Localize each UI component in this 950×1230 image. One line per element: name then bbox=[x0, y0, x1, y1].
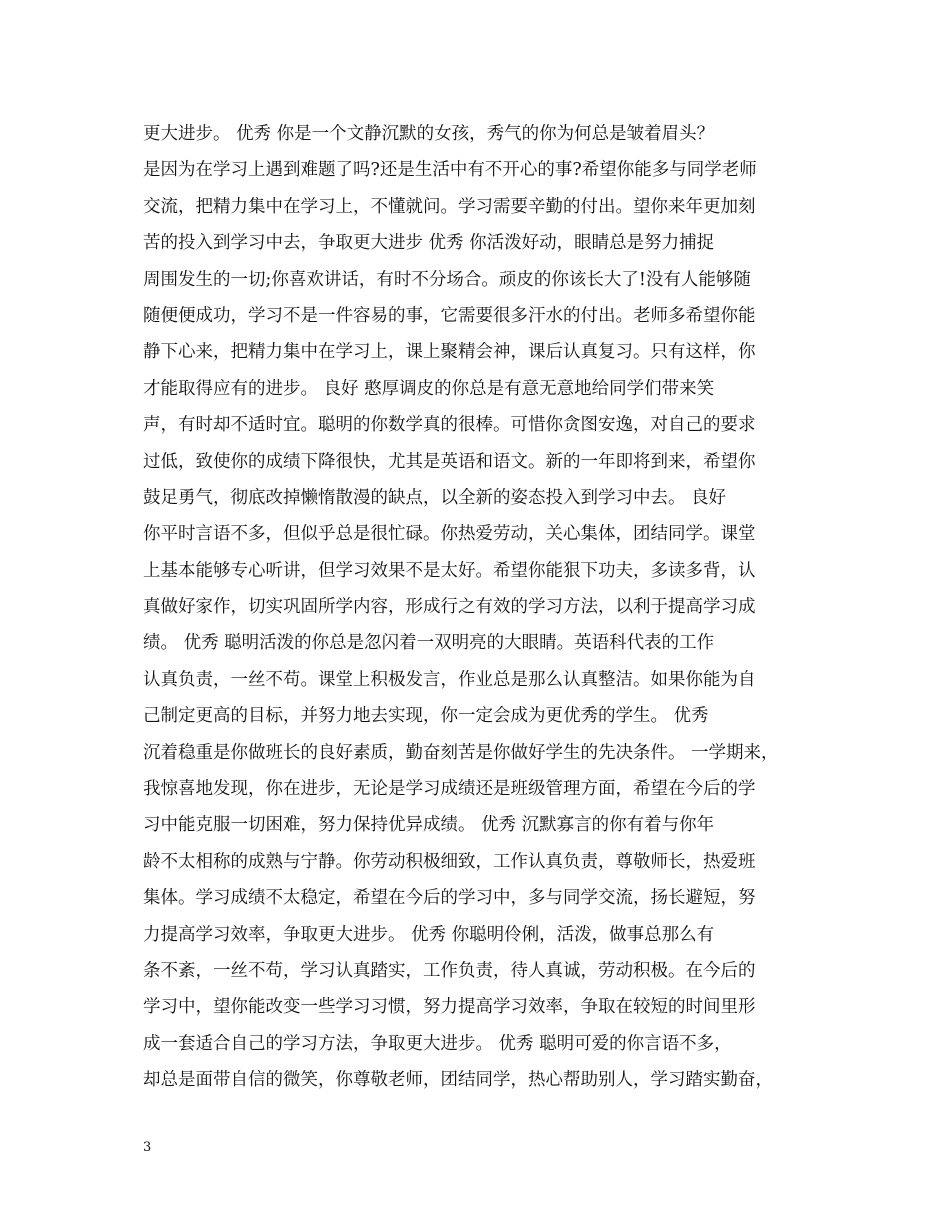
text-line: 周围发生的一切;你喜欢讲话，有时不分场合。顽皮的你该长大了!没有人能够随 bbox=[143, 269, 751, 290]
text-line: 是因为在学习上遇到难题了吗?还是生活中有不开心的事?希望你能多与同学老师 bbox=[143, 160, 757, 181]
text-line: 过低，致使你的成绩下降很快，尤其是英语和语文。新的一年即将到来，希望你 bbox=[143, 451, 756, 472]
text-line: 真做好家作，切实巩固所学内容，形成行之有效的学习方法，以利于提高学习成 bbox=[143, 597, 756, 618]
text-line: 随便便成功，学习不是一件容易的事，它需要很多汗水的付出。老师多希望你能 bbox=[143, 305, 756, 326]
text-line: 声，有时却不适时宜。聪明的你数学真的很棒。可惜你贪图安逸，对自己的要求 bbox=[143, 415, 756, 436]
text-line: 苦的投入到学习中去，争取更大进步 优秀 你活泼好动，眼睛总是努力捕捉 bbox=[143, 233, 715, 254]
text-line: 却总是面带自信的微笑，你尊敬老师，团结同学，热心帮助别人，学习踏实勤奋， bbox=[143, 1070, 773, 1091]
text-line: 上基本能够专心听讲，但学习效果不是太好。希望你能狠下功夫，多读多背，认 bbox=[143, 560, 756, 581]
text-line: 交流，把精力集中在学习上，不懂就问。学习需要辛勤的付出。望你来年更加刻 bbox=[143, 196, 756, 217]
text-line: 力提高学习效率，争取更大进步。 优秀 你聪明伶俐，活泼，做事总那么有 bbox=[143, 924, 715, 945]
text-line: 绩。 优秀 聪明活泼的你总是忽闪着一双明亮的大眼睛。英语科代表的工作 bbox=[143, 633, 715, 654]
text-line: 龄不太相称的成熟与宁静。你劳动积极细致，工作认真负责，尊敬师长，热爱班 bbox=[143, 851, 756, 872]
text-line: 更大进步。 优秀 你是一个文静沉默的女孩，秀气的你为何总是皱着眉头？ bbox=[143, 124, 715, 144]
text-line: 成一套适合自己的学习方法，争取更大进步。 优秀 聪明可爱的你言语不多， bbox=[143, 1033, 732, 1054]
text-line: 己制定更高的目标，并努力地去实现，你一定会成为更优秀的学生。 优秀 bbox=[143, 706, 709, 727]
text-line: 学习中，望你能改变一些学习习惯，努力提高学习效率，争取在较短的时间里形 bbox=[143, 997, 756, 1018]
text-line: 认真负责，一丝不苟。课堂上积极发言，作业总是那么认真整洁。如果你能为自 bbox=[143, 669, 756, 690]
page-number: 3 bbox=[143, 1140, 152, 1155]
text-line: 我惊喜地发现，你在进步，无论是学习成绩还是班级管理方面，希望在今后的学 bbox=[143, 779, 756, 800]
text-line: 鼓足勇气，彻底改掉懒惰散漫的缺点，以全新的姿态投入到学习中去。 良好 bbox=[143, 487, 727, 508]
text-line: 集体。学习成绩不太稳定，希望在今后的学习中，多与同学交流，扬长避短，努 bbox=[143, 888, 756, 909]
text-line: 你平时言语不多，但似乎总是很忙碌。你热爱劳动，关心集体，团结同学。课堂 bbox=[143, 524, 756, 545]
text-line: 条不紊，一丝不苟，学习认真踏实，工作负责，待人真诚，劳动积极。在今后的 bbox=[143, 960, 756, 981]
text-line: 静下心来，把精力集中在学习上，课上聚精会神，课后认真复习。只有这样，你 bbox=[143, 342, 756, 363]
text-line: 才能取得应有的进步。 良好 憨厚调皮的你总是有意无意地给同学们带来笑 bbox=[143, 378, 715, 399]
text-line: 沉着稳重是你做班长的良好素质，勤奋刻苦是你做好学生的先决条件。 一学期来， bbox=[143, 742, 779, 763]
body-text bbox=[143, 116, 833, 1099]
text-line: 习中能克服一切困难，努力保持优异成绩。 优秀 沉默寡言的你有着与你年 bbox=[143, 815, 715, 836]
